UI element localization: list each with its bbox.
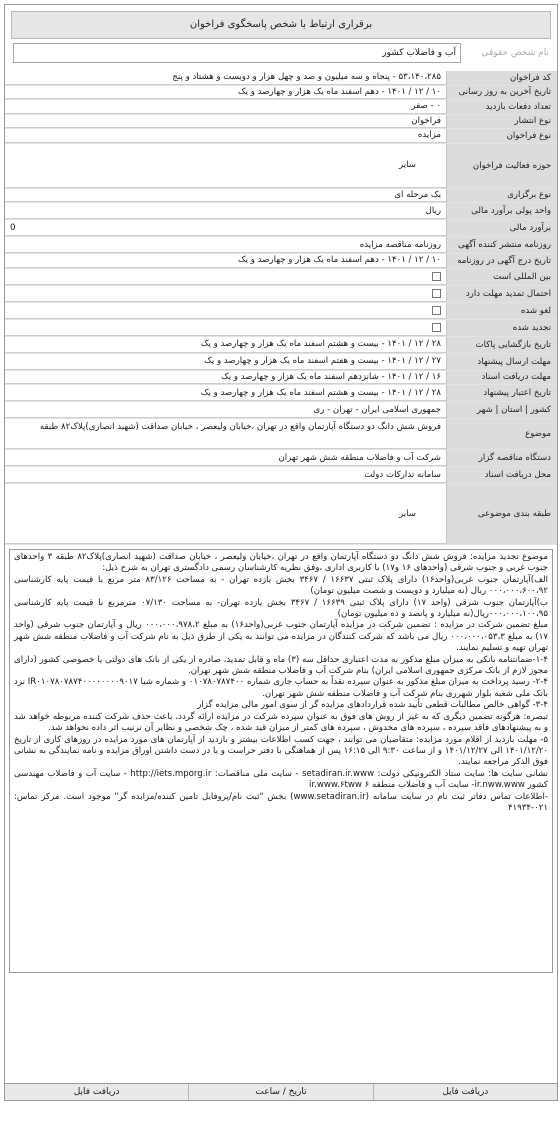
field-label: نوع فراخوان — [446, 129, 557, 143]
field-label: واحد پولی برآورد مالی — [446, 203, 557, 219]
field-label: نوع برگزاری — [446, 189, 557, 203]
field-row — [5, 320, 557, 337]
agency-label: نام شخص حقوقی — [481, 48, 549, 58]
field-label: مهلت دریافت اسناد — [446, 371, 557, 385]
tender-detail-panel — [4, 4, 558, 1086]
field-label: روزنامه منتشر کننده آگهی — [446, 237, 557, 253]
estimate-value: 0 — [5, 220, 446, 236]
field-row — [5, 402, 557, 419]
field-label: تاریخ اعتبار پیشنهاد — [446, 385, 557, 401]
field-row — [5, 450, 557, 467]
date-time-header: تاریخ / ساعت — [188, 1084, 372, 1100]
field-label: طبقه بندی موضوعی — [446, 484, 557, 544]
cancelled-checkbox[interactable] — [432, 306, 441, 315]
international-value — [5, 269, 446, 285]
contact-responsible-button[interactable]: برقراری ارتباط با شخص پاسخگوی فراخوان — [11, 11, 551, 39]
documents-deadline-value: ۱۶ / ۱۲ / ۱۴۰۱ - شانزدهم اسفند ماه یک هزار و چهارصد و یک — [5, 371, 446, 385]
field-row — [5, 71, 557, 86]
location-value: جمهوری اسلامی ایران - تهران - ری — [5, 402, 446, 418]
field-label: برآورد مالی — [446, 220, 557, 236]
field-label: کد فراخوان — [446, 71, 557, 85]
agency-field: آب و فاضلاب کشور — [13, 43, 461, 63]
field-row — [5, 467, 557, 484]
organizer-value: شرکت آب و فاضلاب منطقه شش شهر تهران — [5, 450, 446, 466]
submission-deadline-value: ۲۷ / ۱۲ / ۱۴۰۱ - بیست و هفتم اسفند ماه یک هزار و چهارصد و یک — [5, 354, 446, 370]
currency-value: ریال — [5, 203, 446, 219]
field-row — [5, 254, 557, 269]
attachments-footer — [4, 1083, 558, 1101]
subject-value: فروش شش دانگ دو دستگاه آپارتمان واقع در تهران ،خیابان ولیعصر ، خیابان صداقت (شهید انصاری)پلاک۸۲ طبقه — [5, 419, 446, 449]
tender-code-value: ۵۳،۱۴۰،۲۸۵ - پنجاه و سه میلیون و صد و چهل هزار و دویست و هشتاد و پنج — [5, 71, 446, 85]
field-label: مهلت ارسال پیشنهاد — [446, 354, 557, 370]
field-row — [5, 86, 557, 101]
renewed-checkbox[interactable] — [432, 323, 441, 332]
field-label: موضوع — [446, 419, 557, 449]
activity-field-value: سایر — [5, 144, 446, 188]
field-row — [5, 203, 557, 220]
extension-checkbox[interactable] — [432, 289, 441, 298]
field-row — [5, 371, 557, 386]
newspaper-date-value: ۱۰ / ۱۲ / ۱۴۰۱ - دهم اسفند ماه یک هزار و چهارصد و یک — [5, 254, 446, 268]
field-row — [5, 237, 557, 254]
holding-type-value: یک مرحله ای — [5, 189, 446, 203]
newspaper-value: روزنامه مناقصه مزایده — [5, 237, 446, 253]
field-row — [5, 303, 557, 320]
field-label: تجدید شده — [446, 320, 557, 336]
documents-place-value: سامانه تدارکات دولت — [5, 467, 446, 483]
cancelled-value — [5, 303, 446, 319]
field-row — [5, 354, 557, 371]
tender-type-value: مزایده — [5, 129, 446, 143]
field-label: تاریخ آخرین به روز رسانی — [446, 86, 557, 100]
field-label: تاریخ درج آگهی در روزنامه — [446, 254, 557, 268]
tender-description: موضوع تجدید مزایده: فروش شش دانگ دو دستگاه آپارتمان واقع در تهران ،خیابان ولیعصر ، خیابان صداقت (شهید انصاری)پلاک۸۲ طبقه ۳ واحدهای جنوب غربی و جنوب شرقی (واحدهای ۱۶ و۱۷) با کاربری اداری ،وفق نظریه کارشناسان رسمی دادگستری تهران به شرح ذیل: الف)آپارتمان جنوب غربی(واحد۱۶) دارای پلاک ثبتی ۱۶۶۳۷ / ۳۴۶۷ بخش یازده تهران - به مساحت ۸۳/۱۲۶ متر مربع با قیمت پایه کارشناسی ۰۰۰،۰۰۰،۶۰۰،۹۲ ریال (نه میلیارد و دویست و شصت میلیون تومان) ب)آپارتمان جنوب شرقی (واحد ۱۷) دارای پلاک ثبتی ۱۶۶۳۹ / ۳۴۶۷ بخش یازده تهران- به مساحت ۰۷/۱۳۰ مترمربع با قیمت پایه کارشناسی ۰۰۰،۰۰۰،۱۰۰،۹۵ریال(نه میلیارد و پانصد و ده میلیون تومان) مبلغ تضمین شرکت در مزایده : تضمین شرکت در مزایده آپارتمان جنوب غربی(واحد۱۶) به مبلغ ۰۰۰،۰۰۰،۹۷۸،۲ ریال و آپارتمان جنوب شرقی (واحد ۱۷) به مبلغ ۰۰۰،۰۰۰،۰۵۳،۳ ریال می باشد که شرکت کنندگان در مزایده می توانند به یکی از طرق ذیل به نام شرکت آب و فاضلاب منطقه شش شهر تهران تهیه و تسلیم نمایند. ۱-۴-ضمانتنامه بانکی به میزان مبلغ مذکور به مدت اعتباری حداقل سه (۳) ماه و قابل تمدید، صادره از یکی از بانک های دولتی یا خصوصی کشور (دارای مجوز لازم از بانک مرکزی جمهوری اسلامی ایران) بنام شرکت آب و فاضلاب منطقه شش شهر تهران. ۲-۴- رسید پرداخت به میزان مبلغ مذکور به عنوان سپرده نقداً به حساب جاری شماره ۰۱۰۷۸۰۷۸۷۴۰۰ و شماره شبا IR۰۱۰۷۸۰۷۸۷۴۰۰۰۰۰۰۰۰۹۰۱۷ نزد بانک ملی شعبه بلوار شهرری بنام شرکت آب و فاضلاب منطقه شش شهر تهران. ۳-۴- گواهی خالص مطالبات قطعی تأیید شده قراردادهای مزایده گر از سوی امور مالی مزایده گزار تبصره: هرگونه تضمین دیگری که به غیر از روش های فوق به عنوان سپرده شرکت در مزایده ارائه گردد، باعث حذف شرکت کننده مربوطه خواهد شد و به پیشنهادهای فاقد سپرده ، سپرده های مخدوش ، سپرده های کمتر از میزان قید شده ، چک شخصی و نظایر آن ترتیب اثر داده نخواهد شد. ۵- مهلت بازدید از اقلام مورد مزایده: متقاضیان می توانند ، جهت کسب اطلاعات بیشتر و بازدید از آپارتمان های مورد مزایده در روزهای کاری از تاریخ ۱۴۰۱/۱۲/۲۰ الی ۱۴۰۱/۱۲/۲۷ و از ساعت ۹:۳۰ الی ۱۶:۱۵ پس از هماهنگی با دفتر حراست و با در دست داشتن اوراق مزایده و نامه نمایندگی به نشانی فوق الذکر مراجعه نمایند. نشانی سایت ها: سایت ستاد الکترونیکی دولت: setadiran.ir.www - سایت ملی مناقصات: http://iets.mporg.ir - سایت آب و فاضلاب مهندسی کشور ir.nww.www- سایت آب و فاضلاب منطقه ۶ ir.www.۶tww -اطلاعات تماس دفاتر ثبت نام در سایت سامانه (www.setadiran.ir) بخش "ثبت نام/پروفایل تامین کننده/مزایده گر" موجود است. مرکز تماس: ۰۲۱-۴۱۹۳۴ — [9, 549, 553, 973]
field-row — [5, 189, 557, 204]
field-row — [5, 419, 557, 450]
field-label: محل دریافت اسناد — [446, 467, 557, 483]
field-label: دستگاه مناقصه گزار — [446, 450, 557, 466]
field-row — [5, 220, 557, 237]
field-label: لغو شده — [446, 303, 557, 319]
field-row — [5, 144, 557, 189]
field-row — [5, 337, 557, 354]
last-update-value: ۱۰ / ۱۲ / ۱۴۰۱ - دهم اسفند ماه یک هزار و چهارصد و یک — [5, 86, 446, 100]
field-label: کشور | استان | شهر — [446, 402, 557, 418]
extension-value — [5, 286, 446, 302]
field-row — [5, 100, 557, 115]
field-label: تعداد دفعات بازدید — [446, 100, 557, 114]
opening-date-value: ۲۸ / ۱۲ / ۱۴۰۱ - بیست و هشتم اسفند ماه یک هزار و چهارصد و یک — [5, 337, 446, 353]
view-count-value: ۰ - صفر — [5, 100, 446, 114]
field-label: نوع انتشار — [446, 115, 557, 129]
publish-type-value: فراخوان — [5, 115, 446, 129]
field-label: احتمال تمدید مهلت دارد — [446, 286, 557, 302]
field-label: تاریخ بازگشایی پاکات — [446, 337, 557, 353]
field-row — [5, 129, 557, 144]
download-file-link[interactable]: دریافت فایل — [73, 1087, 120, 1097]
field-row — [5, 484, 557, 545]
validity-date-value: ۲۸ / ۱۲ / ۱۴۰۱ - بیست و هشتم اسفند ماه یک هزار و چهارصد و یک — [5, 385, 446, 401]
field-row — [5, 115, 557, 130]
category-value: سایر — [5, 484, 446, 544]
download-file-link[interactable]: دریافت فایل — [373, 1084, 557, 1100]
field-row — [5, 269, 557, 286]
field-row — [5, 385, 557, 402]
agency-row — [13, 43, 549, 63]
renewed-value — [5, 320, 446, 336]
field-row — [5, 286, 557, 303]
field-label: حوزه فعالیت فراخوان — [446, 144, 557, 188]
field-label: بین المللی است — [446, 269, 557, 285]
international-checkbox[interactable] — [432, 272, 441, 281]
